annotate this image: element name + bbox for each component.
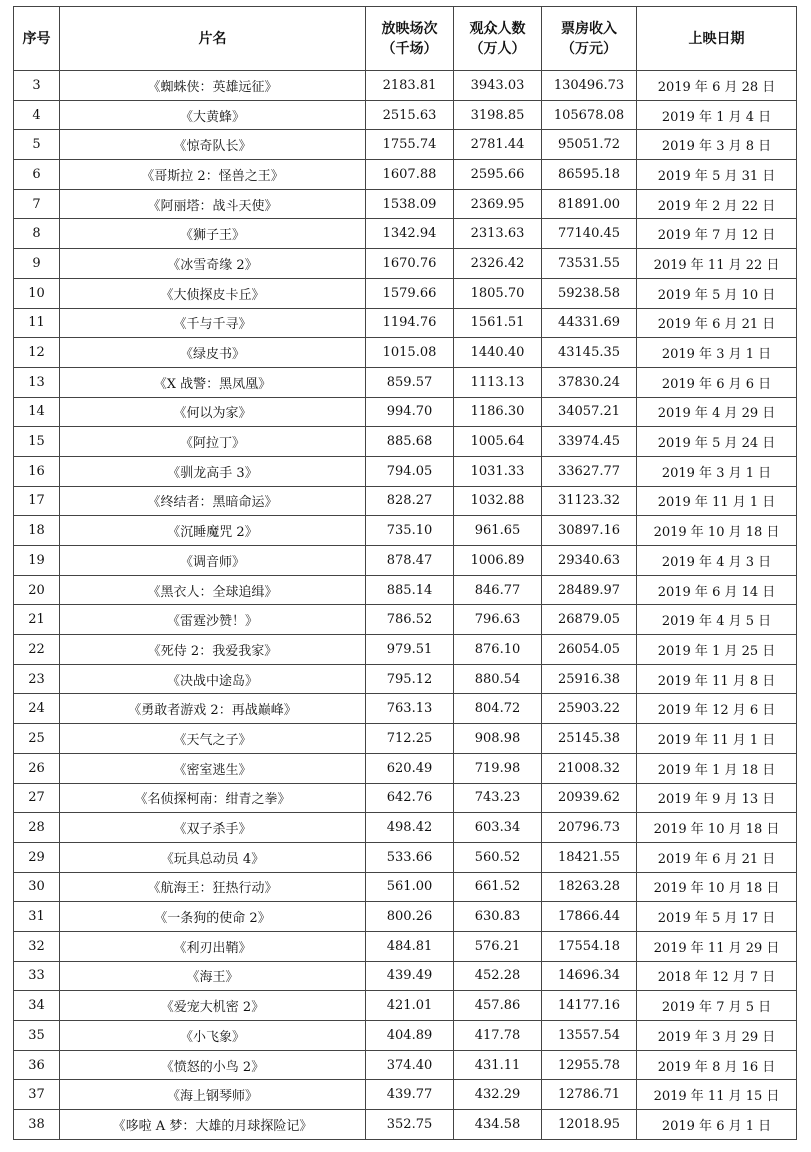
cell-screenings: 786.52 [366, 605, 454, 635]
table-row [14, 664, 797, 694]
cell-index: 18 [14, 516, 60, 546]
cell-screenings: 994.70 [366, 397, 454, 427]
cell-audience: 452.28 [454, 961, 542, 991]
cell-index: 34 [14, 991, 60, 1021]
cell-index: 33 [14, 961, 60, 991]
cell-screenings: 828.27 [366, 486, 454, 516]
cell-title: 《一条狗的使命 2》 [60, 902, 366, 932]
cell-audience: 457.86 [454, 991, 542, 1021]
cell-title: 《愤怒的小鸟 2》 [60, 1050, 366, 1080]
cell-revenue: 18421.55 [542, 842, 637, 872]
table-row [14, 367, 797, 397]
cell-index: 4 [14, 100, 60, 130]
table-row [14, 783, 797, 813]
cell-index: 12 [14, 338, 60, 368]
cell-audience: 434.58 [454, 1110, 542, 1140]
cell-release-date: 2019 年 5 月 24 日 [637, 427, 797, 457]
cell-audience: 3198.85 [454, 100, 542, 130]
cell-revenue: 12786.71 [542, 1080, 637, 1110]
cell-revenue: 73531.55 [542, 249, 637, 279]
cell-audience: 2369.95 [454, 189, 542, 219]
cell-release-date: 2019 年 9 月 13 日 [637, 783, 797, 813]
cell-screenings: 1015.08 [366, 338, 454, 368]
cell-audience: 1186.30 [454, 397, 542, 427]
cell-index: 37 [14, 1080, 60, 1110]
col-header-revenue [542, 7, 637, 71]
cell-screenings: 404.89 [366, 1021, 454, 1051]
cell-screenings: 1194.76 [366, 308, 454, 338]
cell-screenings: 620.49 [366, 753, 454, 783]
cell-index: 13 [14, 367, 60, 397]
cell-screenings: 1755.74 [366, 130, 454, 160]
cell-audience: 417.78 [454, 1021, 542, 1051]
box-office-table [13, 6, 797, 1140]
cell-title: 《死侍 2：我爱我家》 [60, 635, 366, 665]
cell-title: 《航海王：狂热行动》 [60, 872, 366, 902]
cell-release-date: 2019 年 7 月 5 日 [637, 991, 797, 1021]
cell-release-date: 2019 年 1 月 18 日 [637, 753, 797, 783]
cell-title: 《勇敢者游戏 2：再战巅峰》 [60, 694, 366, 724]
cell-screenings: 1670.76 [366, 249, 454, 279]
cell-audience: 876.10 [454, 635, 542, 665]
cell-revenue: 13557.54 [542, 1021, 637, 1051]
table-row [14, 338, 797, 368]
table-row [14, 427, 797, 457]
cell-index: 29 [14, 842, 60, 872]
cell-index: 30 [14, 872, 60, 902]
cell-screenings: 498.42 [366, 813, 454, 843]
col-header-audience [454, 7, 542, 71]
table-row [14, 456, 797, 486]
cell-screenings: 421.01 [366, 991, 454, 1021]
cell-screenings: 439.49 [366, 961, 454, 991]
cell-screenings: 374.40 [366, 1050, 454, 1080]
cell-audience: 603.34 [454, 813, 542, 843]
cell-title: 《决战中途岛》 [60, 664, 366, 694]
cell-screenings: 735.10 [366, 516, 454, 546]
table-row [14, 724, 797, 754]
col-header-release-date [637, 7, 797, 71]
cell-index: 19 [14, 546, 60, 576]
cell-index: 24 [14, 694, 60, 724]
table-row [14, 278, 797, 308]
cell-audience: 908.98 [454, 724, 542, 754]
table-row [14, 71, 797, 101]
cell-release-date: 2019 年 5 月 31 日 [637, 160, 797, 190]
cell-screenings: 979.51 [366, 635, 454, 665]
cell-revenue: 105678.08 [542, 100, 637, 130]
cell-title: 《玩具总动员 4》 [60, 842, 366, 872]
table-row [14, 100, 797, 130]
header-label: 票房收入 [561, 20, 617, 37]
header-label: （万人） [469, 40, 526, 57]
cell-index: 3 [14, 71, 60, 101]
cell-screenings: 795.12 [366, 664, 454, 694]
cell-revenue: 77140.45 [542, 219, 637, 249]
cell-screenings: 712.25 [366, 724, 454, 754]
cell-title: 《雷霆沙赞！》 [60, 605, 366, 635]
cell-title: 《大侦探皮卡丘》 [60, 278, 366, 308]
cell-release-date: 2019 年 1 月 25 日 [637, 635, 797, 665]
cell-audience: 1440.40 [454, 338, 542, 368]
table-row [14, 991, 797, 1021]
col-header-index [14, 7, 60, 71]
cell-title: 《终结者：黑暗命运》 [60, 486, 366, 516]
cell-revenue: 130496.73 [542, 71, 637, 101]
table-row [14, 516, 797, 546]
cell-revenue: 86595.18 [542, 160, 637, 190]
cell-audience: 804.72 [454, 694, 542, 724]
cell-title: 《惊奇队长》 [60, 130, 366, 160]
cell-index: 36 [14, 1050, 60, 1080]
table-row [14, 308, 797, 338]
cell-index: 6 [14, 160, 60, 190]
cell-audience: 1031.33 [454, 456, 542, 486]
cell-index: 25 [14, 724, 60, 754]
cell-audience: 846.77 [454, 575, 542, 605]
table-row [14, 249, 797, 279]
cell-audience: 796.63 [454, 605, 542, 635]
cell-release-date: 2018 年 12 月 7 日 [637, 961, 797, 991]
table-row [14, 902, 797, 932]
cell-title: 《蜘蛛侠：英雄远征》 [60, 71, 366, 101]
cell-release-date: 2019 年 1 月 4 日 [637, 100, 797, 130]
cell-revenue: 29340.63 [542, 546, 637, 576]
cell-index: 23 [14, 664, 60, 694]
cell-audience: 630.83 [454, 902, 542, 932]
cell-release-date: 2019 年 12 月 6 日 [637, 694, 797, 724]
table-row [14, 160, 797, 190]
header-label: 观众人数 [469, 20, 526, 37]
cell-revenue: 12018.95 [542, 1110, 637, 1140]
cell-index: 31 [14, 902, 60, 932]
cell-revenue: 26054.05 [542, 635, 637, 665]
cell-revenue: 59238.58 [542, 278, 637, 308]
cell-title: 《海王》 [60, 961, 366, 991]
cell-audience: 1006.89 [454, 546, 542, 576]
cell-revenue: 25903.22 [542, 694, 637, 724]
cell-revenue: 33627.77 [542, 456, 637, 486]
cell-screenings: 533.66 [366, 842, 454, 872]
cell-audience: 880.54 [454, 664, 542, 694]
cell-release-date: 2019 年 6 月 6 日 [637, 367, 797, 397]
cell-revenue: 95051.72 [542, 130, 637, 160]
cell-release-date: 2019 年 11 月 8 日 [637, 664, 797, 694]
table-body [14, 71, 797, 1140]
cell-title: 《黑衣人：全球追缉》 [60, 575, 366, 605]
cell-revenue: 17866.44 [542, 902, 637, 932]
cell-revenue: 21008.32 [542, 753, 637, 783]
cell-revenue: 81891.00 [542, 189, 637, 219]
table-row [14, 546, 797, 576]
cell-title: 《密室逃生》 [60, 753, 366, 783]
table-row [14, 1050, 797, 1080]
cell-screenings: 484.81 [366, 931, 454, 961]
cell-index: 10 [14, 278, 60, 308]
cell-index: 22 [14, 635, 60, 665]
cell-release-date: 2019 年 10 月 18 日 [637, 516, 797, 546]
cell-title: 《小飞象》 [60, 1021, 366, 1051]
cell-index: 17 [14, 486, 60, 516]
cell-screenings: 794.05 [366, 456, 454, 486]
cell-revenue: 34057.21 [542, 397, 637, 427]
cell-index: 38 [14, 1110, 60, 1140]
cell-screenings: 561.00 [366, 872, 454, 902]
header-label: （万元） [561, 40, 617, 57]
cell-audience: 2313.63 [454, 219, 542, 249]
cell-audience: 1032.88 [454, 486, 542, 516]
table-row [14, 130, 797, 160]
table-row [14, 753, 797, 783]
cell-revenue: 20796.73 [542, 813, 637, 843]
cell-audience: 1805.70 [454, 278, 542, 308]
table-row [14, 813, 797, 843]
cell-title: 《调音师》 [60, 546, 366, 576]
cell-screenings: 352.75 [366, 1110, 454, 1140]
cell-revenue: 31123.32 [542, 486, 637, 516]
table-row [14, 189, 797, 219]
cell-revenue: 43145.35 [542, 338, 637, 368]
cell-audience: 2326.42 [454, 249, 542, 279]
cell-release-date: 2019 年 3 月 1 日 [637, 456, 797, 486]
cell-release-date: 2019 年 3 月 29 日 [637, 1021, 797, 1051]
cell-release-date: 2019 年 11 月 29 日 [637, 931, 797, 961]
cell-revenue: 25916.38 [542, 664, 637, 694]
cell-revenue: 14696.34 [542, 961, 637, 991]
cell-index: 35 [14, 1021, 60, 1051]
cell-release-date: 2019 年 6 月 21 日 [637, 842, 797, 872]
cell-revenue: 25145.38 [542, 724, 637, 754]
cell-title: 《狮子王》 [60, 219, 366, 249]
cell-screenings: 859.57 [366, 367, 454, 397]
cell-title: 《千与千寻》 [60, 308, 366, 338]
cell-index: 26 [14, 753, 60, 783]
table-row [14, 694, 797, 724]
cell-release-date: 2019 年 11 月 1 日 [637, 486, 797, 516]
cell-audience: 432.29 [454, 1080, 542, 1110]
cell-index: 16 [14, 456, 60, 486]
cell-audience: 576.21 [454, 931, 542, 961]
col-header-screenings [366, 7, 454, 71]
table-row [14, 931, 797, 961]
cell-release-date: 2019 年 3 月 1 日 [637, 338, 797, 368]
cell-audience: 1561.51 [454, 308, 542, 338]
cell-index: 9 [14, 249, 60, 279]
cell-revenue: 12955.78 [542, 1050, 637, 1080]
header-label: （千场） [381, 40, 438, 57]
cell-index: 7 [14, 189, 60, 219]
cell-release-date: 2019 年 4 月 29 日 [637, 397, 797, 427]
cell-release-date: 2019 年 11 月 22 日 [637, 249, 797, 279]
header-label: 上映日期 [688, 30, 745, 47]
cell-screenings: 1607.88 [366, 160, 454, 190]
cell-release-date: 2019 年 4 月 3 日 [637, 546, 797, 576]
header-label: 片名 [198, 30, 227, 47]
cell-screenings: 885.14 [366, 575, 454, 605]
cell-release-date: 2019 年 6 月 21 日 [637, 308, 797, 338]
cell-index: 20 [14, 575, 60, 605]
cell-audience: 2781.44 [454, 130, 542, 160]
cell-index: 27 [14, 783, 60, 813]
cell-audience: 961.65 [454, 516, 542, 546]
cell-index: 8 [14, 219, 60, 249]
cell-index: 28 [14, 813, 60, 843]
table-row [14, 575, 797, 605]
cell-title: 《沉睡魔咒 2》 [60, 516, 366, 546]
cell-revenue: 33974.45 [542, 427, 637, 457]
cell-audience: 3943.03 [454, 71, 542, 101]
cell-screenings: 1342.94 [366, 219, 454, 249]
col-header-title [60, 7, 366, 71]
cell-revenue: 26879.05 [542, 605, 637, 635]
cell-title: 《大黄蜂》 [60, 100, 366, 130]
cell-release-date: 2019 年 3 月 8 日 [637, 130, 797, 160]
cell-title: 《何以为家》 [60, 397, 366, 427]
cell-title: 《天气之子》 [60, 724, 366, 754]
cell-index: 15 [14, 427, 60, 457]
cell-release-date: 2019 年 2 月 22 日 [637, 189, 797, 219]
cell-release-date: 2019 年 10 月 18 日 [637, 813, 797, 843]
cell-index: 32 [14, 931, 60, 961]
cell-release-date: 2019 年 8 月 16 日 [637, 1050, 797, 1080]
cell-release-date: 2019 年 11 月 1 日 [637, 724, 797, 754]
cell-release-date: 2019 年 11 月 15 日 [637, 1080, 797, 1110]
cell-title: 《海上钢琴师》 [60, 1080, 366, 1110]
cell-audience: 560.52 [454, 842, 542, 872]
table-row [14, 605, 797, 635]
cell-title: 《阿丽塔：战斗天使》 [60, 189, 366, 219]
header-label: 放映场次 [381, 20, 438, 37]
cell-title: 《哆啦 A 梦：大雄的月球探险记》 [60, 1110, 366, 1140]
cell-index: 11 [14, 308, 60, 338]
cell-audience: 743.23 [454, 783, 542, 813]
cell-screenings: 2183.81 [366, 71, 454, 101]
cell-revenue: 37830.24 [542, 367, 637, 397]
cell-screenings: 642.76 [366, 783, 454, 813]
table-row [14, 1080, 797, 1110]
cell-screenings: 1579.66 [366, 278, 454, 308]
cell-screenings: 1538.09 [366, 189, 454, 219]
table-row [14, 842, 797, 872]
cell-audience: 431.11 [454, 1050, 542, 1080]
cell-title: 《双子杀手》 [60, 813, 366, 843]
cell-screenings: 2515.63 [366, 100, 454, 130]
cell-audience: 661.52 [454, 872, 542, 902]
cell-release-date: 2019 年 6 月 14 日 [637, 575, 797, 605]
cell-revenue: 17554.18 [542, 931, 637, 961]
cell-revenue: 20939.62 [542, 783, 637, 813]
cell-revenue: 18263.28 [542, 872, 637, 902]
cell-audience: 1113.13 [454, 367, 542, 397]
cell-index: 21 [14, 605, 60, 635]
cell-release-date: 2019 年 10 月 18 日 [637, 872, 797, 902]
header-label: 序号 [22, 30, 51, 47]
cell-title: 《阿拉丁》 [60, 427, 366, 457]
table-row [14, 397, 797, 427]
cell-screenings: 439.77 [366, 1080, 454, 1110]
cell-title: 《冰雪奇缘 2》 [60, 249, 366, 279]
cell-title: 《爱宠大机密 2》 [60, 991, 366, 1021]
cell-index: 14 [14, 397, 60, 427]
cell-title: 《名侦探柯南：绀青之拳》 [60, 783, 366, 813]
table-row [14, 486, 797, 516]
cell-title: 《X 战警：黑凤凰》 [60, 367, 366, 397]
cell-screenings: 763.13 [366, 694, 454, 724]
cell-index: 5 [14, 130, 60, 160]
cell-title: 《绿皮书》 [60, 338, 366, 368]
table-row [14, 961, 797, 991]
cell-release-date: 2019 年 5 月 17 日 [637, 902, 797, 932]
table-row [14, 872, 797, 902]
cell-revenue: 44331.69 [542, 308, 637, 338]
table-header-row [14, 7, 797, 71]
cell-release-date: 2019 年 6 月 1 日 [637, 1110, 797, 1140]
table-row [14, 1021, 797, 1051]
table-row [14, 635, 797, 665]
cell-screenings: 878.47 [366, 546, 454, 576]
cell-release-date: 2019 年 6 月 28 日 [637, 71, 797, 101]
cell-revenue: 28489.97 [542, 575, 637, 605]
cell-title: 《哥斯拉 2：怪兽之王》 [60, 160, 366, 190]
cell-revenue: 14177.16 [542, 991, 637, 1021]
table-row [14, 219, 797, 249]
cell-screenings: 800.26 [366, 902, 454, 932]
cell-title: 《利刃出鞘》 [60, 931, 366, 961]
cell-release-date: 2019 年 4 月 5 日 [637, 605, 797, 635]
table-row [14, 1110, 797, 1140]
cell-release-date: 2019 年 7 月 12 日 [637, 219, 797, 249]
cell-audience: 719.98 [454, 753, 542, 783]
cell-title: 《驯龙高手 3》 [60, 456, 366, 486]
cell-release-date: 2019 年 5 月 10 日 [637, 278, 797, 308]
cell-audience: 2595.66 [454, 160, 542, 190]
cell-audience: 1005.64 [454, 427, 542, 457]
cell-screenings: 885.68 [366, 427, 454, 457]
cell-revenue: 30897.16 [542, 516, 637, 546]
